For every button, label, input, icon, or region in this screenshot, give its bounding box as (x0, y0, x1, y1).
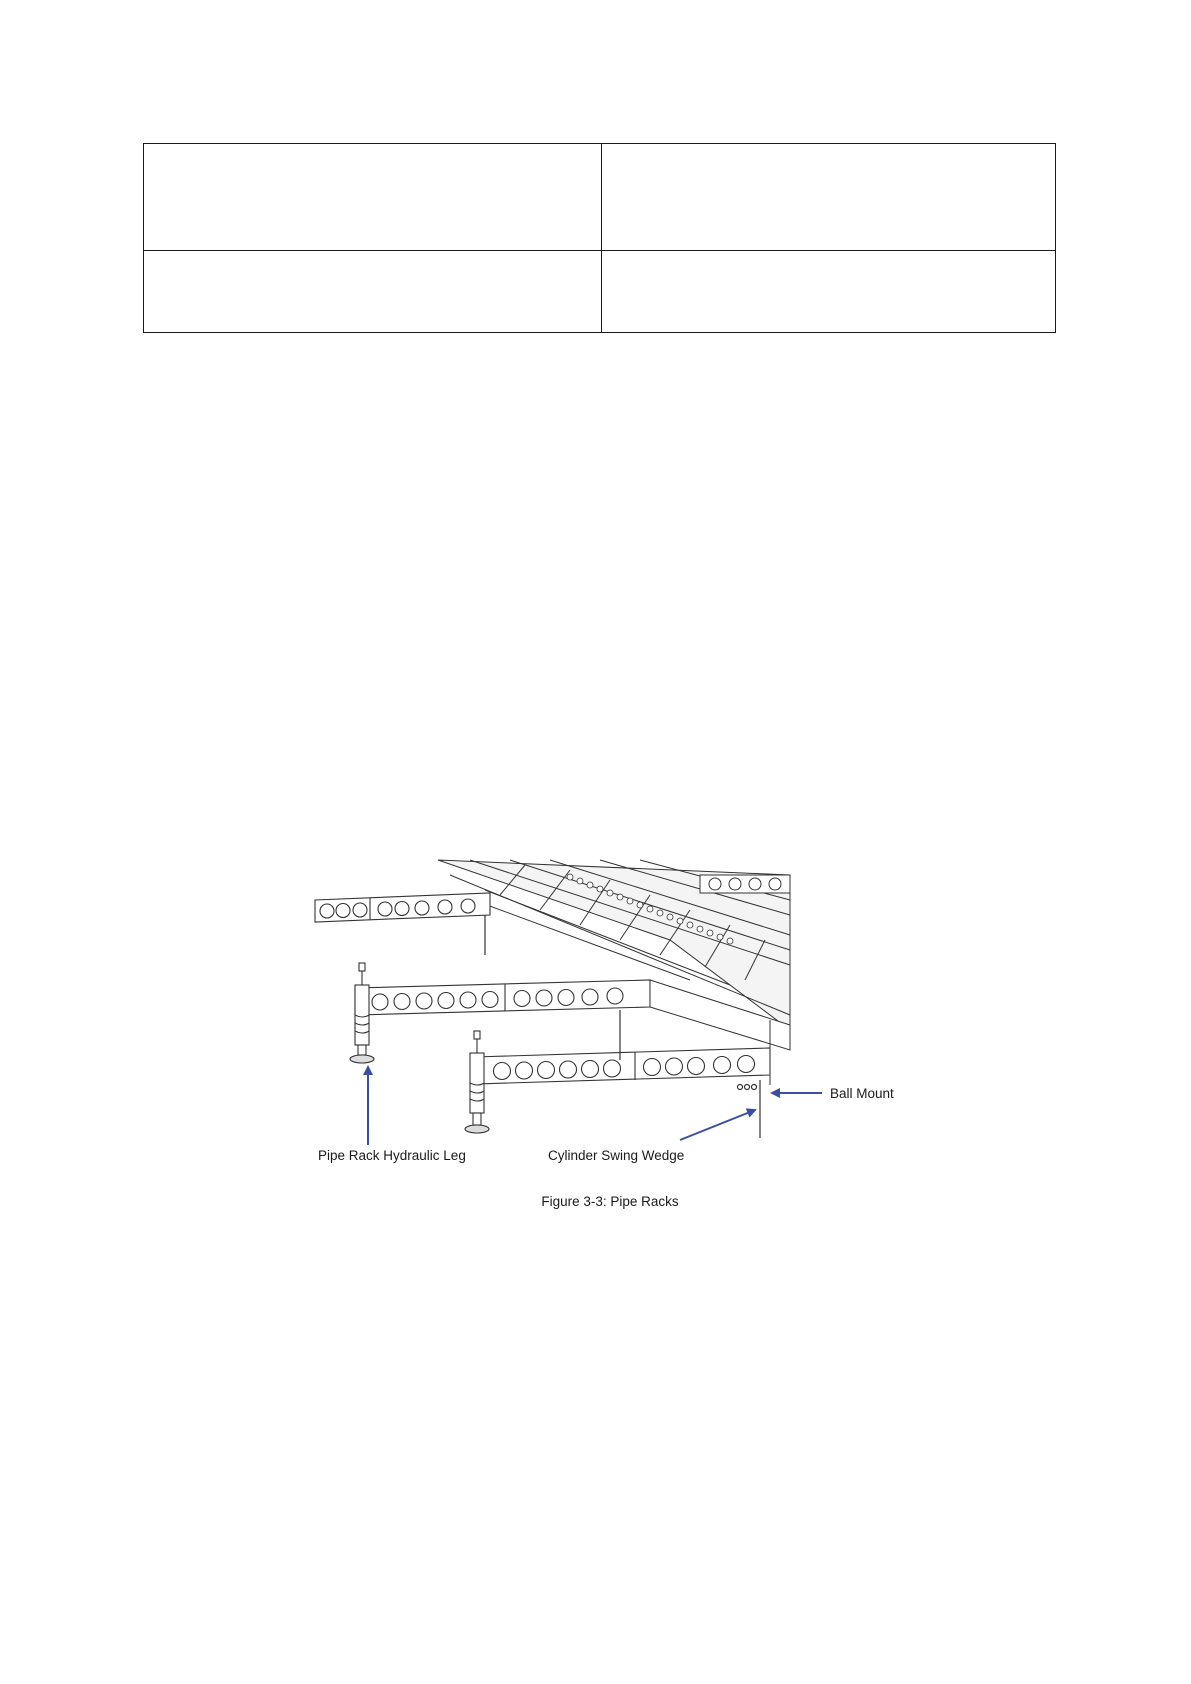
pipe-rack-drawing (310, 855, 910, 1175)
table-row (144, 144, 1056, 251)
table-cell (602, 144, 1056, 251)
front-beam (475, 1048, 770, 1084)
table-row (144, 251, 1056, 333)
ball-mount-label: Ball Mount (830, 1086, 894, 1101)
table-cell (144, 251, 602, 333)
table-cell (602, 251, 1056, 333)
wedge-arrow (680, 1110, 755, 1140)
empty-table (143, 143, 1056, 333)
pipe-rack-figure (310, 855, 910, 1209)
swing-wedge-label: Cylinder Swing Wedge (548, 1148, 685, 1163)
middle-beam (355, 980, 650, 1015)
table-cell (144, 144, 602, 251)
figure-caption: Figure 3-3: Pipe Racks (541, 1194, 679, 1209)
hydraulic-leg-label: Pipe Rack Hydraulic Leg (318, 1148, 466, 1163)
back-right-beam (700, 875, 790, 893)
rear-beam (315, 893, 490, 922)
